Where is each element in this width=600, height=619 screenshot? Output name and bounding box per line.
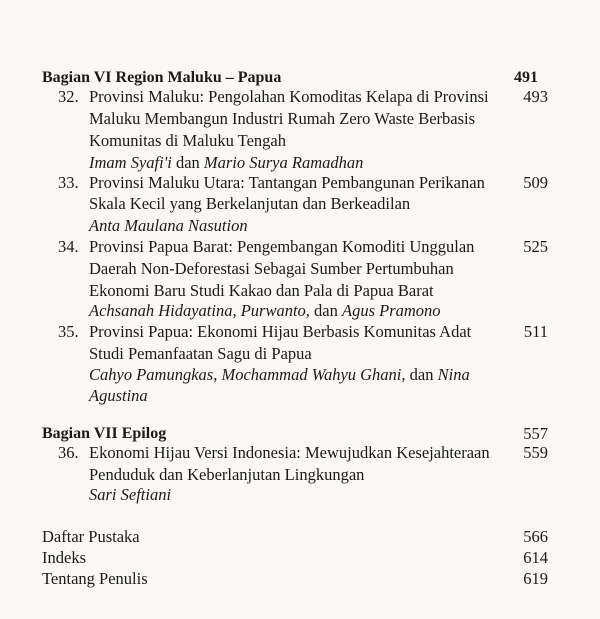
- back-matter-label: Indeks: [42, 548, 86, 567]
- entry-title-line: Penduduk dan Keberlanjutan Lingkungan: [89, 465, 365, 484]
- entry-authors: [89, 152, 363, 174]
- author-name: Achsanah Hidayatina, Purwanto,: [89, 301, 310, 320]
- entry-title-line: Provinsi Maluku: Pengolahan Komoditas Kelapa di Provinsi: [89, 87, 489, 106]
- entry-title-line: Skala Kecil yang Berkelanjutan dan Berkeadilan: [89, 194, 411, 213]
- back-matter-page-number: 566: [523, 527, 548, 546]
- entry-number: 32.: [58, 87, 79, 106]
- entry-title-line: Studi Pemanfaatan Sagu di Papua: [89, 344, 312, 363]
- author-separator: dan: [405, 365, 438, 384]
- author-name: Cahyo Pamungkas, Mochammad Wahyu Ghani,: [89, 365, 406, 384]
- entry-title-line: Maluku Membangun Industri Rumah Zero Waste Berbasis: [89, 109, 476, 128]
- entry-authors: Sari Seftiani: [89, 485, 172, 504]
- author-name: Mario Surya Ramadhan: [203, 153, 364, 172]
- author-name: Imam Syafi'i: [89, 153, 172, 172]
- author-separator: dan: [171, 153, 204, 172]
- author-name: Agustina: [89, 386, 148, 405]
- author-separator: dan: [309, 301, 342, 320]
- back-matter-label: Daftar Pustaka: [42, 527, 140, 546]
- entry-page-number: 509: [523, 173, 548, 192]
- entry-title-line: Provinsi Maluku Utara: Tantangan Pembangunan Perikanan: [89, 173, 485, 192]
- entry-number: 34.: [58, 237, 79, 256]
- part-title: Bagian VII Epilog: [42, 425, 167, 442]
- entry-authors: Anta Maulana Nasution: [89, 216, 248, 235]
- entry-title-line: Ekonomi Hijau Versi Indonesia: Mewujudkan Kesejahteraan: [89, 443, 490, 462]
- entry-number: 33.: [58, 173, 79, 192]
- entry-title-line: Provinsi Papua: Ekonomi Hijau Berbasis Komunitas Adat: [89, 322, 472, 341]
- back-matter-page-number: 614: [523, 548, 548, 567]
- part-title: Bagian VI Region Maluku – Papua: [42, 69, 282, 86]
- author-name: Agus Pramono: [341, 301, 441, 320]
- entry-page-number: 511: [523, 322, 548, 341]
- entry-authors: [89, 364, 470, 386]
- part-page-number: 557: [523, 424, 548, 443]
- part-page-number: 491: [514, 69, 538, 86]
- back-matter-page-number: 619: [523, 569, 548, 588]
- entry-authors: [89, 300, 441, 322]
- entry-number: 36.: [58, 443, 79, 462]
- entry-page-number: 559: [523, 443, 548, 462]
- entry-title-line: Komunitas di Maluku Tengah: [89, 131, 286, 150]
- entry-page-number: 493: [523, 87, 548, 106]
- back-matter-label: Tentang Penulis: [42, 569, 148, 588]
- entry-page-number: 525: [523, 237, 548, 256]
- entry-title-line: Provinsi Papua Barat: Pengembangan Komoditi Unggulan: [89, 237, 475, 256]
- entry-number: 35.: [58, 322, 79, 341]
- entry-title-line: Ekonomi Baru Studi Kakao dan Pala di Papua Barat: [89, 281, 434, 300]
- entry-title-line: Daerah Non-Deforestasi Sebagai Sumber Pertumbuhan: [89, 259, 454, 278]
- author-name: Nina: [437, 365, 470, 384]
